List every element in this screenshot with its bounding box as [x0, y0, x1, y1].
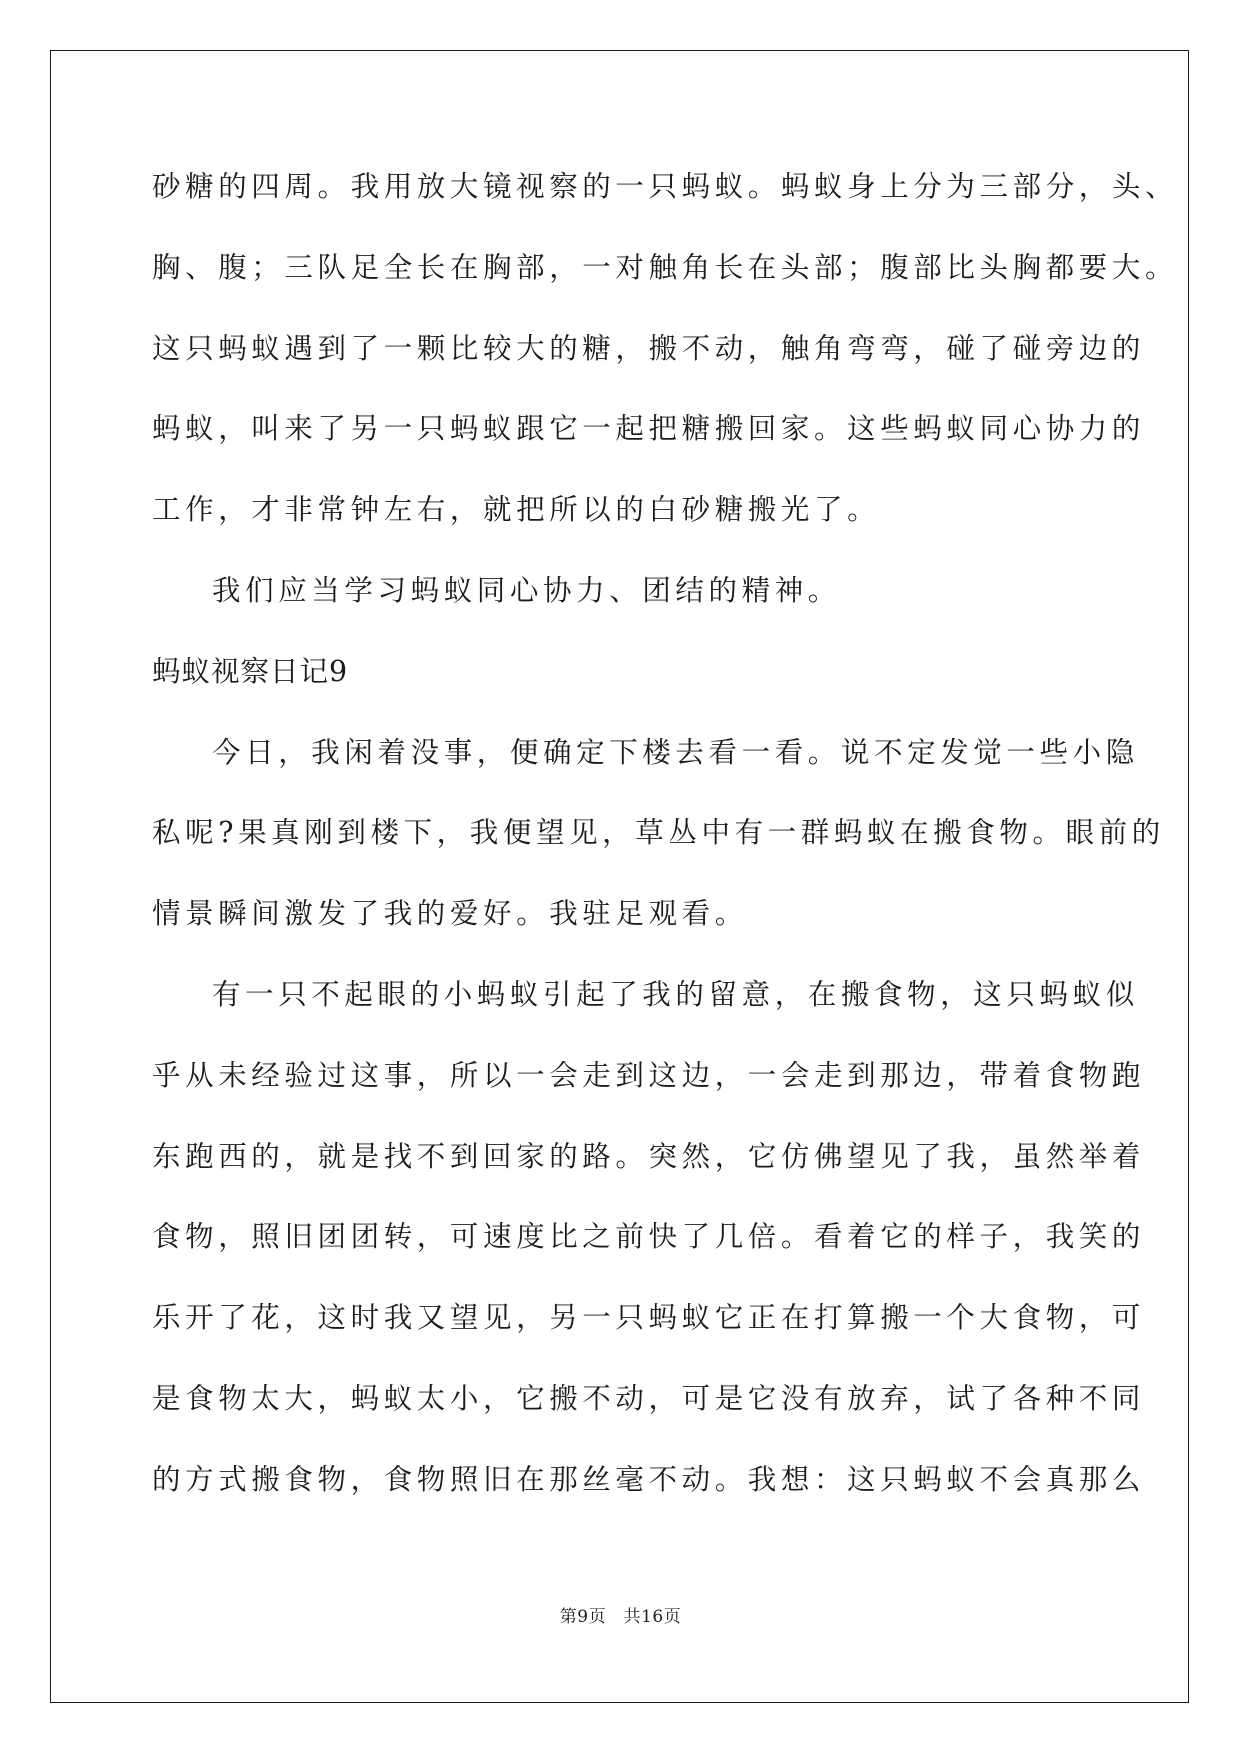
text-line: 胸、腹；三队足全长在胸部，一对触角长在头部；腹部比头胸都要大。	[152, 251, 1179, 284]
page-border	[50, 50, 1189, 1703]
section-heading: 蚂蚁视察日记9	[152, 655, 349, 688]
text-line: 有一只不起眼的小蚂蚁引起了我的留意，在搬食物，这只蚂蚁似	[212, 978, 1139, 1011]
text-line: 砂糖的四周。我用放大镜视察的一只蚂蚁。蚂蚁身上分为三部分，头、	[152, 170, 1179, 203]
page-number: 第9页 共16页	[559, 1607, 682, 1627]
text-line: 今日，我闲着没事，便确定下楼去看一看。说不定发觉一些小隐	[212, 736, 1139, 769]
text-line: 的方式搬食物，食物照旧在那丝毫不动。我想：这只蚂蚁不会真那么	[152, 1463, 1146, 1496]
text-line: 乐开了花，这时我又望见，另一只蚂蚁它正在打算搬一个大食物，可	[152, 1301, 1146, 1334]
text-line: 私呢?果真刚到楼下，我便望见，草丛中有一群蚂蚁在搬食物。眼前的	[152, 816, 1165, 849]
text-line: 情景瞬间激发了我的爱好。我驻足观看。	[152, 897, 748, 930]
text-line: 食物，照旧团团转，可速度比之前快了几倍。看着它的样子，我笑的	[152, 1220, 1146, 1253]
text-line: 是食物太大，蚂蚁太小，它搬不动，可是它没有放弃，试了各种不同	[152, 1382, 1146, 1415]
text-line: 这只蚂蚁遇到了一颗比较大的糖，搬不动，触角弯弯，碰了碰旁边的	[152, 332, 1146, 365]
text-line: 乎从未经验过这事，所以一会走到这边，一会走到那边，带着食物跑	[152, 1059, 1146, 1092]
text-line: 我们应当学习蚂蚁同心协力、团结的精神。	[212, 574, 841, 607]
text-line: 工作，才非常钟左右，就把所以的白砂糖搬光了。	[152, 493, 881, 526]
text-line: 东跑西的，就是找不到回家的路。突然，它仿佛望见了我，虽然举着	[152, 1140, 1146, 1173]
text-line: 蚂蚁，叫来了另一只蚂蚁跟它一起把糖搬回家。这些蚂蚁同心协力的	[152, 412, 1146, 445]
